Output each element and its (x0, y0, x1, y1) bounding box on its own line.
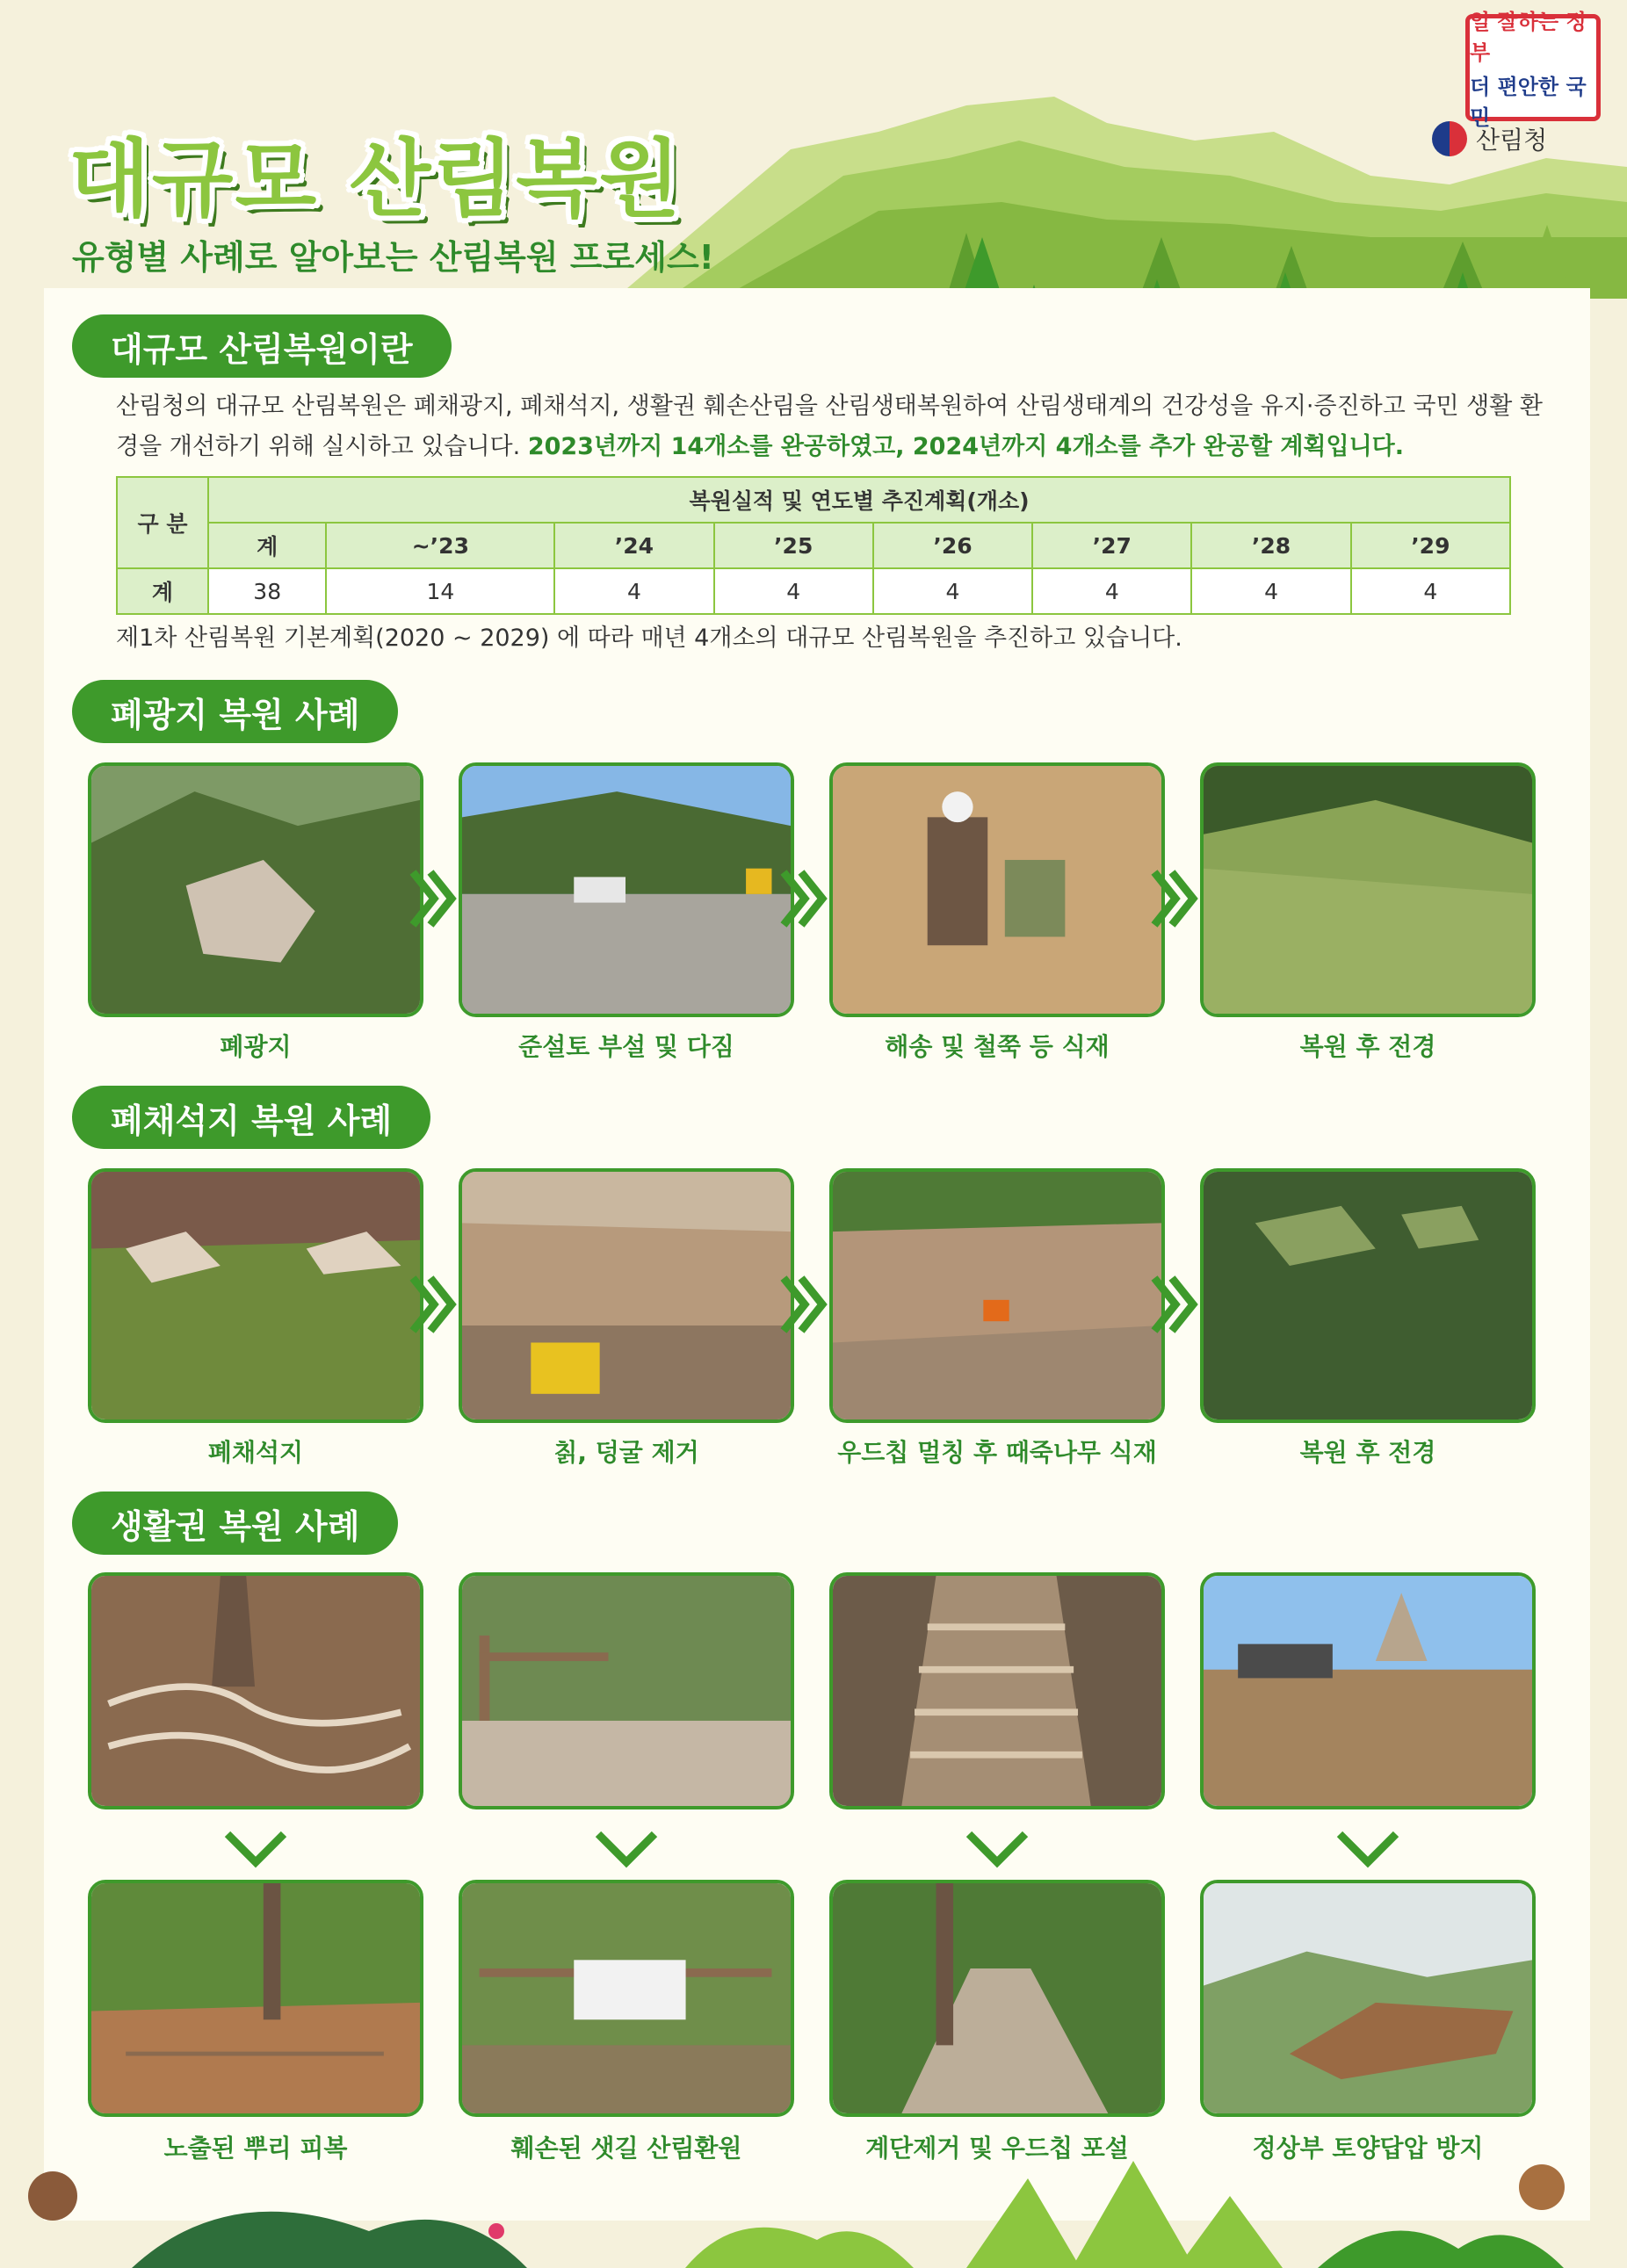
table-cell: 4 (1351, 568, 1510, 614)
quarry-caption-3: 우드칩 멀칭 후 때죽나무 식재 (837, 1438, 1157, 1467)
chevron-down-icon (962, 1827, 1032, 1871)
table-col-header: ’25 (714, 523, 873, 568)
table-cell: 4 (1191, 568, 1350, 614)
restoration-plan-table (116, 476, 1511, 615)
table-col-header: 계 (208, 523, 326, 568)
mine-section-heading: 폐광지 복원 사례 (72, 680, 398, 743)
quarry-caption-1: 폐채석지 (207, 1438, 304, 1467)
mine-photo-4 (1200, 762, 1536, 1017)
intro-highlight: 2023년까지 14개소를 완공하였고, 2024년까지 4개소를 추가 완공할 계획입니다. (527, 433, 1404, 460)
chevron-down-icon (1333, 1827, 1403, 1871)
bush-icon (685, 2228, 914, 2268)
living-caption-1: 노출된 뿌리 피복 (163, 2134, 348, 2163)
mine-caption-2: 준설토 부설 및 다짐 (518, 1032, 734, 1061)
double-chevron-right-icon (778, 868, 828, 929)
quarry-caption-2: 칡, 덩굴 제거 (553, 1438, 699, 1467)
living-after-photo-1 (88, 1880, 423, 2117)
mine-caption-4: 복원 후 전경 (1299, 1032, 1436, 1061)
table-cell: 38 (208, 568, 326, 614)
bush-icon (132, 2212, 527, 2268)
double-chevron-right-icon (1149, 868, 1198, 929)
table-col-header: ’24 (554, 523, 713, 568)
table-col-header: ’29 (1351, 523, 1510, 568)
slogan-line-2: 더 편안한 국민 (1470, 75, 1587, 130)
header (0, 0, 1627, 299)
table-col-header: ~’23 (326, 523, 554, 568)
table-row (117, 568, 1510, 614)
table-group-header: 복원실적 및 연도별 추진계획(개소) (208, 477, 1510, 523)
government-slogan-badge (1465, 10, 1601, 130)
quarry-photo-3 (829, 1168, 1165, 1423)
table-col-header: ’28 (1191, 523, 1350, 568)
bear-icon (28, 2171, 77, 2221)
mine-photo-1 (88, 762, 423, 1017)
chevron-down-icon (221, 1827, 291, 1871)
living-section-heading: 생활권 복원 사례 (72, 1492, 398, 1555)
table-row-header: 구 분 (117, 477, 208, 568)
squirrel-icon (1519, 2164, 1565, 2210)
living-before-photo-3 (829, 1572, 1165, 1809)
living-after-photo-3 (829, 1880, 1165, 2117)
page-subtitle: 유형별 사례로 알아보는 산림복원 프로세스! (72, 238, 714, 277)
quarry-section-heading: 폐채석지 복원 사례 (72, 1086, 430, 1149)
mine-caption-1: 폐광지 (220, 1032, 292, 1061)
table-row-label: 계 (117, 568, 208, 614)
table-cell: 14 (326, 568, 554, 614)
content-panel (44, 288, 1590, 2221)
living-before-photo-4 (1200, 1572, 1536, 1809)
quarry-photo-2 (459, 1168, 794, 1423)
plan-note: 제1차 산림복원 기본계획(2020 ~ 2029) 에 따라 매년 4개소의 대규모 산림복원을 추진하고 있습니다. (116, 625, 1182, 652)
mine-photo-2 (459, 762, 794, 1017)
quarry-caption-4: 복원 후 전경 (1299, 1438, 1436, 1467)
double-chevron-right-icon (408, 1274, 457, 1335)
chevron-down-icon (591, 1827, 662, 1871)
taegeuk-emblem-icon (1432, 121, 1467, 156)
mountain-icon (966, 2161, 1283, 2268)
mine-caption-3: 해송 및 철쭉 등 식재 (885, 1032, 1110, 1061)
table-cell: 4 (873, 568, 1032, 614)
living-after-photo-4 (1200, 1880, 1536, 2117)
living-caption-3: 계단제거 및 우드칩 포설 (865, 2134, 1129, 2163)
double-chevron-right-icon (408, 868, 457, 929)
intro-heading: 대규모 산림복원이란 (72, 314, 452, 378)
intro-text: 산림청의 대규모 산림복원은 폐채광지, 폐채석지, 생활권 훼손산림을 산림생태복원하여 산림생태계의 건강성을 유지·증진하고 국민 생활 환경을 개선하기 위해 실시하고 있습니다. (116, 393, 1543, 460)
quarry-photo-1 (88, 1168, 423, 1423)
page-title: 대규모 산림복원 (69, 130, 683, 228)
living-before-photo-1 (88, 1572, 423, 1809)
double-chevron-right-icon (778, 1274, 828, 1335)
table-cell: 4 (714, 568, 873, 614)
mine-photo-3 (829, 762, 1165, 1017)
table-col-header: ’26 (873, 523, 1032, 568)
bush-icon (1318, 2231, 1564, 2268)
living-caption-4: 정상부 토양답압 방지 (1252, 2134, 1484, 2163)
living-before-photo-2 (459, 1572, 794, 1809)
agency-name: 산림청 (1476, 126, 1548, 155)
intro-paragraph (116, 386, 1557, 467)
table-col-header: ’27 (1032, 523, 1191, 568)
table-cell: 4 (554, 568, 713, 614)
table-cell: 4 (1032, 568, 1191, 614)
double-chevron-right-icon (1149, 1274, 1198, 1335)
slogan-line-1: 일 잘하는 정부 (1470, 10, 1587, 65)
footer-illustration (0, 2143, 1627, 2268)
living-after-photo-2 (459, 1880, 794, 2117)
quarry-photo-4 (1200, 1168, 1536, 1423)
agency-logo (1432, 121, 1547, 156)
living-caption-2: 훼손된 샛길 산림환원 (510, 2134, 742, 2163)
